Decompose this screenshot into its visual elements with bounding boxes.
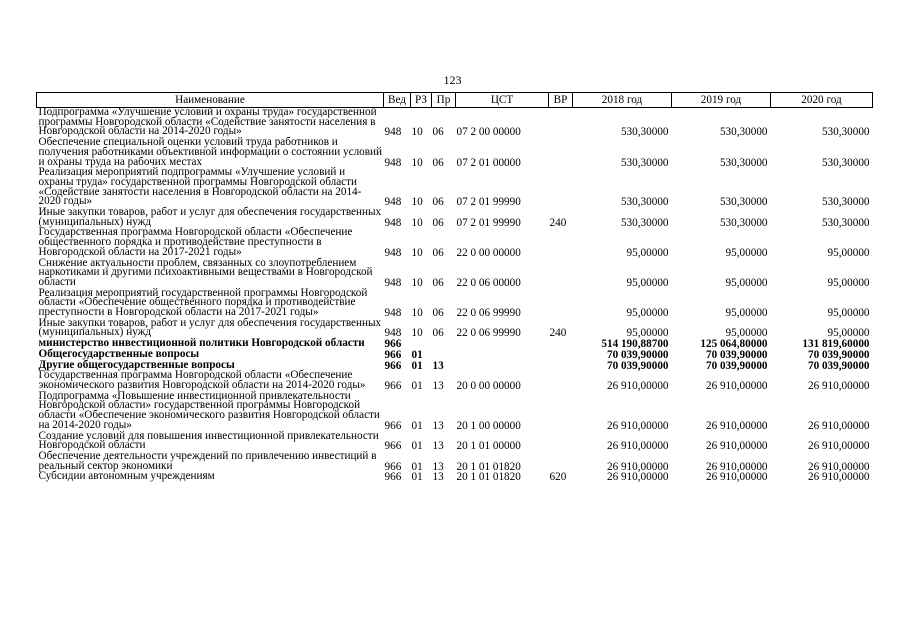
row-2019: 95,00000 — [725, 276, 768, 289]
row-vr — [549, 452, 573, 472]
row-2020: 26 910,00000 — [807, 460, 870, 473]
header-pr: Пр — [432, 93, 456, 108]
row-rz: 10 — [411, 246, 423, 259]
row-name: Государственная программа Новгородской области «Обеспечение общественного порядка и противодействие преступности в Новгородской области на 2017-2021 годы» — [38, 226, 353, 258]
table-row — [37, 228, 873, 258]
row-cst: 22 0 06 99990 — [456, 327, 521, 340]
row-cst: 07 2 01 99990 — [456, 196, 521, 209]
row-2020: 530,30000 — [821, 216, 870, 229]
row-2018: 530,30000 — [620, 196, 669, 209]
row-vr — [549, 228, 573, 258]
row-2019: 26 910,00000 — [705, 460, 768, 473]
row-pr: 13 — [432, 419, 444, 432]
row-name: Реализация мероприятий государственной программы Новгородской области «Обеспечение общественного порядка и противодействие преступности в Новгородской области на 2017-2021 годы» — [38, 286, 368, 319]
row-rz: 01 — [411, 359, 423, 372]
row-cst: 20 1 00 00000 — [456, 419, 521, 432]
table-row — [37, 138, 873, 168]
row-ved: 948 — [384, 327, 402, 340]
row-name: Другие общегосударственные вопросы — [38, 358, 235, 371]
row-2019: 95,00000 — [725, 246, 768, 259]
row-cst: 20 1 01 01820 — [456, 471, 521, 484]
row-name: Общегосударственные вопросы — [38, 347, 200, 360]
row-2018: 530,30000 — [620, 156, 669, 169]
row-2018: 26 910,00000 — [606, 460, 669, 473]
row-pr — [432, 339, 456, 350]
row-2018: 95,00000 — [626, 307, 669, 320]
row-name: министерство инвестиционной политики Новгородской области — [38, 337, 365, 350]
row-rz: 01 — [411, 348, 423, 361]
row-name: Субсидии автономным учреждениям — [38, 470, 215, 483]
row-2019: 26 910,00000 — [705, 440, 768, 453]
row-pr: 13 — [432, 359, 444, 372]
row-name: Подпрограмма «Повышение инвестиционной привлекательности Новгородской области» государственной программы Новгородской области «Обеспечение экономического развития Новгородской области на 2014-2020 годы» — [38, 389, 380, 431]
row-ved: 948 — [384, 216, 402, 229]
row-2019: 125 064,80000 — [700, 338, 768, 351]
row-vr: 240 — [549, 216, 567, 229]
row-2018: 95,00000 — [626, 246, 669, 259]
table-row — [37, 259, 873, 289]
row-name: Государственная программа Новгородской области «Обеспечение экономического развития Новгородской области на 2014-2020 годы» — [38, 369, 366, 391]
row-pr — [432, 350, 456, 361]
row-2020: 530,30000 — [821, 196, 870, 209]
row-rz: 10 — [411, 327, 423, 340]
row-2018: 95,00000 — [626, 327, 669, 340]
row-pr: 06 — [432, 216, 444, 229]
row-2018: 26 910,00000 — [606, 419, 669, 432]
row-2019: 530,30000 — [719, 156, 768, 169]
row-cst: 22 0 06 00000 — [456, 276, 521, 289]
table-row — [37, 371, 873, 391]
row-rz: 01 — [411, 419, 423, 432]
row-pr: 13 — [432, 440, 444, 453]
row-ved: 948 — [384, 156, 402, 169]
header-ved: Вед — [384, 93, 411, 108]
row-name: Обеспечение деятельности учреждений по привлечению инвестиций в реальный сектор экономики — [38, 449, 377, 472]
table-row — [37, 319, 873, 339]
row-pr: 13 — [432, 460, 444, 473]
header-2019: 2019 год — [672, 93, 771, 108]
row-2019: 530,30000 — [719, 126, 768, 139]
row-2020: 530,30000 — [821, 126, 870, 139]
row-vr: 240 — [549, 327, 567, 340]
row-cst — [456, 350, 549, 361]
row-cst: 22 0 00 00000 — [456, 246, 521, 259]
row-2020: 26 910,00000 — [807, 440, 870, 453]
row-pr: 06 — [432, 156, 444, 169]
row-name: Иные закупки товаров, работ и услуг для обеспечения государственных (муниципальных) нужд — [38, 206, 382, 228]
row-2018: 530,30000 — [620, 126, 669, 139]
row-pr: 06 — [432, 307, 444, 320]
table-row — [37, 289, 873, 319]
row-2019: 70 039,90000 — [705, 359, 768, 372]
row-rz: 10 — [411, 196, 423, 209]
row-2018: 70 039,90000 — [606, 348, 669, 361]
row-vr — [549, 259, 573, 289]
row-ved: 948 — [384, 246, 402, 259]
row-2020: 95,00000 — [827, 246, 870, 259]
budget-table — [36, 92, 873, 483]
row-2020: 95,00000 — [827, 327, 870, 340]
row-2019: 530,30000 — [719, 196, 768, 209]
row-2018: 26 910,00000 — [606, 440, 669, 453]
row-rz: 10 — [411, 156, 423, 169]
table-row — [37, 108, 873, 139]
row-vr — [549, 361, 573, 372]
row-vr — [549, 350, 573, 361]
row-2020: 26 910,00000 — [807, 419, 870, 432]
row-cst: 07 2 00 00000 — [456, 126, 521, 139]
row-cst — [456, 361, 549, 372]
row-rz: 10 — [411, 216, 423, 229]
row-2020: 95,00000 — [827, 307, 870, 320]
row-vr — [549, 432, 573, 452]
table-row — [37, 168, 873, 208]
row-vr — [549, 108, 573, 139]
row-ved: 948 — [384, 126, 402, 139]
row-pr: 06 — [432, 126, 444, 139]
row-ved: 948 — [384, 276, 402, 289]
row-2020: 95,00000 — [827, 276, 870, 289]
row-name: Снижение актуальности проблем, связанных со злоупотреблением наркотиками и другими психоактивными веществами в Новгородской области — [38, 256, 373, 288]
row-cst: 07 2 01 99990 — [456, 216, 521, 229]
row-vr — [549, 168, 573, 208]
row-ved: 948 — [384, 307, 402, 320]
row-2018: 530,30000 — [620, 216, 669, 229]
page-number: 123 — [443, 73, 462, 87]
row-vr — [549, 138, 573, 168]
row-name: Иные закупки товаров, работ и услуг для обеспечения государственных (муниципальных) нужд — [38, 316, 382, 339]
row-cst: 20 1 01 01820 — [456, 460, 521, 473]
row-2020: 70 039,90000 — [807, 359, 870, 372]
table-row — [37, 208, 873, 228]
row-2019: 95,00000 — [725, 327, 768, 340]
row-2018: 70 039,90000 — [606, 359, 669, 372]
header-cst: ЦСТ — [456, 93, 549, 108]
row-pr: 06 — [432, 276, 444, 289]
row-ved: 966 — [384, 440, 402, 453]
row-name: Подпрограмма «Улучшение условий и охраны труда» государственной программы Новгородской области «Содействие занятости населения в Новгородской области на 2014-2020 годы» — [38, 106, 377, 138]
row-2019: 26 910,00000 — [705, 419, 768, 432]
row-cst — [456, 339, 549, 350]
row-rz: 01 — [411, 471, 423, 484]
row-2018: 514 190,88700 — [601, 338, 669, 351]
header-name: Наименование — [37, 93, 384, 108]
table-row — [37, 452, 873, 472]
row-name: Реализация мероприятий подпрограммы «Улучшение условий и охраны труда» государственной программы Новгородской области «Содействие занятости населения в Новгородской области на 2014-2020 годы» — [38, 166, 362, 208]
row-2019: 530,30000 — [719, 216, 768, 229]
row-2020: 530,30000 — [821, 156, 870, 169]
row-ved: 966 — [384, 471, 402, 484]
header-rz: РЗ — [411, 93, 432, 108]
row-ved: 966 — [384, 338, 402, 351]
row-rz: 01 — [411, 460, 423, 473]
table-row — [37, 392, 873, 432]
row-ved: 966 — [384, 419, 402, 432]
row-ved: 966 — [384, 379, 402, 392]
row-ved: 966 — [384, 460, 402, 473]
row-cst: 07 2 01 00000 — [456, 156, 521, 169]
row-rz: 01 — [411, 440, 423, 453]
row-ved: 948 — [384, 196, 402, 209]
row-vr — [549, 339, 573, 350]
row-vr: 620 — [549, 471, 567, 484]
row-2019: 26 910,00000 — [705, 379, 768, 392]
row-vr — [549, 289, 573, 319]
row-2018: 26 910,00000 — [606, 471, 669, 484]
row-2020: 131 819,60000 — [802, 338, 870, 351]
row-2020: 26 910,00000 — [807, 471, 870, 484]
row-2019: 26 910,00000 — [705, 471, 768, 484]
row-cst: 22 0 06 99990 — [456, 307, 521, 320]
header-2018: 2018 год — [573, 93, 672, 108]
row-name: Создание условий для повышения инвестиционной привлекательности Новгородской области — [38, 429, 379, 452]
row-2020: 70 039,90000 — [807, 348, 870, 361]
row-rz: 10 — [411, 307, 423, 320]
row-rz: 10 — [411, 276, 423, 289]
row-pr: 06 — [432, 246, 444, 259]
header-vr: ВР — [549, 93, 573, 108]
table-row — [37, 432, 873, 452]
header-2020: 2020 год — [771, 93, 873, 108]
row-ved: 966 — [384, 359, 402, 372]
row-pr: 13 — [432, 471, 444, 484]
row-2018: 95,00000 — [626, 276, 669, 289]
row-cst: 20 0 00 00000 — [456, 379, 521, 392]
row-pr: 06 — [432, 327, 444, 340]
row-2020: 26 910,00000 — [807, 379, 870, 392]
table-row — [37, 472, 873, 483]
row-pr: 13 — [432, 379, 444, 392]
row-vr — [549, 392, 573, 432]
row-name: Обеспечение специальной оценки условий труда работников и получения работниками объективной информации о состоянии условий и охраны труда на рабочих местах — [38, 136, 383, 168]
row-rz: 01 — [411, 379, 423, 392]
row-2019: 70 039,90000 — [705, 348, 768, 361]
row-cst: 20 1 01 00000 — [456, 440, 521, 453]
row-ved: 966 — [384, 348, 402, 361]
row-2018: 26 910,00000 — [606, 379, 669, 392]
row-rz: 10 — [411, 126, 423, 139]
row-2019: 95,00000 — [725, 307, 768, 320]
row-pr: 06 — [432, 196, 444, 209]
row-vr — [549, 371, 573, 391]
